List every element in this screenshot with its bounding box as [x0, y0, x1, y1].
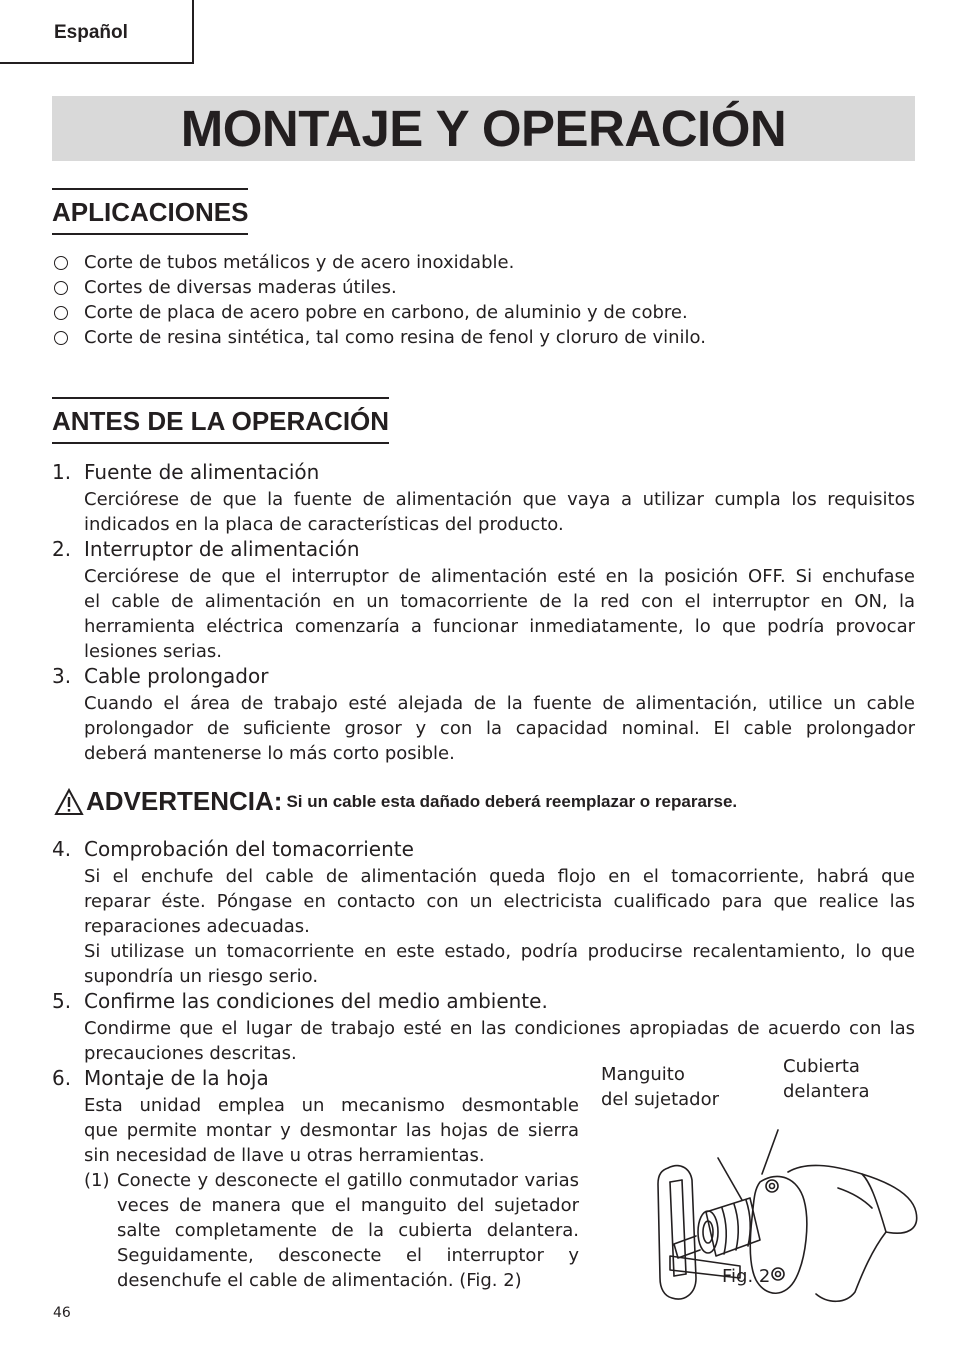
warning-message: Si un cable esta dañado deberá reemplazar o repararse.: [286, 791, 738, 811]
circle-bullet-icon: [54, 306, 68, 320]
page-title: MONTAJE Y OPERACIÓN: [180, 100, 787, 157]
item-title: Comprobación del tomacorriente: [84, 837, 414, 861]
body-line: Conecte y desconecte el gatillo conmutador varias: [117, 1170, 579, 1191]
list-item: Corte de resina sintética, tal como resina de fenol y cloruro de vinilo.: [52, 325, 912, 350]
item-title: Interruptor de alimentación: [84, 537, 360, 561]
circle-bullet-icon: [54, 256, 68, 270]
item-number: 2.: [52, 537, 72, 561]
page-title-bar: [52, 96, 915, 161]
item-title: Fuente de alimentación: [84, 460, 320, 484]
item-number: 1.: [52, 460, 72, 484]
body-line: el cable de alimentación en un tomacorriente de la red con el interruptor en ON, la: [84, 591, 915, 612]
body-line: desenchufe el cable de alimentación. (Fig. 2): [117, 1270, 522, 1291]
body-line: Esta unidad emplea un mecanismo desmontable: [84, 1095, 579, 1116]
body-line: Condirme que el lugar de trabajo esté en las condiciones apropiadas de acuerdo con las: [84, 1018, 915, 1039]
body-line: sin necesidad de llave u otras herramientas.: [84, 1145, 485, 1166]
sub-item-number: (1): [84, 1170, 110, 1191]
body-line: reparar éste. Póngase en contacto con un electricista cualificado para que realice las: [84, 891, 915, 912]
warning-triangle-icon: [54, 788, 84, 816]
applications-heading: APLICACIONES: [52, 188, 248, 235]
body-line: precauciones descritas.: [84, 1043, 297, 1064]
list-item: Corte de tubos metálicos y de acero inoxidable.: [52, 250, 912, 275]
item-number: 3.: [52, 664, 72, 688]
warning-label: ADVERTENCIA:: [86, 786, 283, 816]
body-line: reparaciones adecuadas.: [84, 916, 310, 937]
item-title: Cable prolongador: [84, 664, 269, 688]
page-number: 46: [53, 1305, 71, 1321]
body-line: Seguidamente, desconecte el interruptor y: [117, 1245, 579, 1266]
circle-bullet-icon: [54, 331, 68, 345]
body-line: Cuando el área de trabajo esté alejada de la fuente de alimentación, utilice un cable: [84, 693, 915, 714]
body-line: prolongador de suficiente grosor y con la capacidad nominal. El cable prolongador: [84, 718, 915, 739]
item-title: Confirme las condiciones del medio ambiente.: [84, 989, 548, 1013]
circle-bullet-icon: [54, 281, 68, 295]
language-tab: [0, 0, 194, 64]
body-line: salte completamente de la cubierta delantera.: [117, 1220, 579, 1241]
body-line: Si utilizase un tomacorriente en este estado, podría producirse recalentamiento, lo que: [84, 941, 915, 962]
body-line: Cerciórese de que la fuente de alimentación que vaya a utilizar cumpla los requisitos: [84, 489, 915, 510]
body-line: Cerciórese de que el interruptor de alimentación esté en la posición OFF. Si enchufase: [84, 566, 915, 587]
before-operation-heading: ANTES DE LA OPERACIÓN: [52, 397, 389, 444]
body-line: veces de manera que el manguito del sujetador: [117, 1195, 579, 1216]
language-label: Español: [54, 22, 128, 43]
figure-caption: Fig. 2: [722, 1266, 771, 1287]
body-line: supondría un riesgo serio.: [84, 966, 319, 987]
body-line: herramienta eléctrica comenzaría a funcionar inmediatamente, lo que podría provocar: [84, 616, 915, 637]
body-line: lesiones serias.: [84, 641, 223, 662]
body-line: indicados en la placa de características del producto.: [84, 514, 564, 535]
body-line: deberá mantenerse lo más corto posible.: [84, 743, 455, 764]
list-item: Corte de placa de acero pobre en carbono, de aluminio y de cobre.: [52, 300, 912, 325]
body-line: que permite montar y desmontar las hojas de sierra: [84, 1120, 579, 1141]
warning-block: [54, 786, 737, 817]
figure-label-cover: Cubierta: [783, 1056, 860, 1077]
figure-label-sleeve-2: del sujetador: [601, 1089, 720, 1110]
figure-2: [600, 1058, 920, 1298]
list-item: Cortes de diversas maderas útiles.: [52, 275, 912, 300]
applications-list: [52, 250, 912, 350]
item-number: 5.: [52, 989, 72, 1013]
item-number: 4.: [52, 837, 72, 861]
body-line: Si el enchufe del cable de alimentación queda flojo en el tomacorriente, habrá que: [84, 866, 915, 887]
figure-label-cover-2: delantera: [783, 1081, 870, 1102]
item-number: 6.: [52, 1066, 72, 1090]
item-title: Montaje de la hoja: [84, 1066, 269, 1090]
figure-label-sleeve: Manguito: [601, 1064, 685, 1085]
